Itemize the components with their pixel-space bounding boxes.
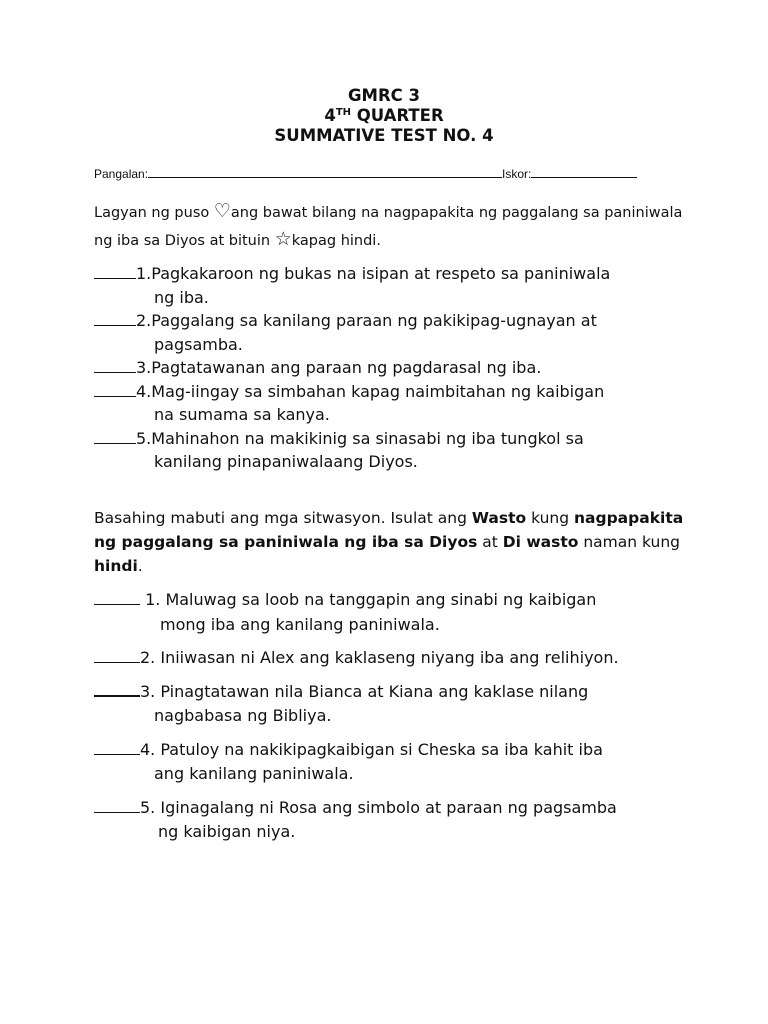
heart-icon: ♡ — [213, 200, 231, 222]
list-item — [94, 646, 694, 671]
quarter-word: QUARTER — [351, 106, 444, 125]
list-item — [94, 380, 694, 427]
worksheet-header — [0, 86, 768, 146]
quarter-number: 4 — [324, 106, 336, 125]
answer-blank[interactable] — [94, 264, 136, 279]
part2-instr-bold: hindi — [94, 557, 138, 575]
item-text: 3.Pagtatawanan ang paraan ng pagdarasal ng iba. — [136, 358, 542, 377]
part2-instr-text: . — [137, 557, 143, 575]
answer-blank[interactable] — [94, 358, 136, 373]
part2-instr-bold: Wasto — [471, 509, 527, 527]
answer-blank[interactable] — [94, 590, 140, 605]
answer-blank[interactable] — [94, 311, 136, 326]
star-icon: ☆ — [274, 228, 292, 250]
part1-instr-text-a: Lagyan ng puso — [94, 205, 214, 221]
item-text: 1.Pagkakaroon ng bukas na isipan at respeto sa paniniwala — [136, 264, 611, 283]
part2-instr-text: kung — [526, 509, 574, 527]
list-item — [94, 680, 694, 729]
name-blank[interactable] — [148, 166, 502, 178]
part2-instr-text: naman kung — [578, 533, 681, 551]
name-label: Pangalan: — [94, 167, 149, 181]
list-item — [94, 356, 694, 380]
answer-blank[interactable] — [94, 681, 140, 697]
list-item — [94, 738, 694, 787]
part2-instr-text: Basahing mabuti ang mga sitwasyon. Isulat ang — [94, 509, 472, 527]
item-text: 2.Paggalang sa kanilang paraan ng pakikipag-ugnayan at — [136, 311, 597, 330]
quarter-superscript: TH — [335, 107, 352, 118]
part2-instr-text: at — [477, 533, 503, 551]
item-text-continued: ng iba. — [154, 287, 209, 307]
answer-blank[interactable] — [94, 382, 136, 397]
item-text: 1. Maluwag sa loob na tanggapin ang sinabi ng kaibigan — [140, 590, 597, 609]
item-text-continued: mong iba ang kanilang paniniwala. — [160, 614, 440, 634]
test-title: SUMMATIVE TEST NO. 4 — [274, 126, 494, 145]
part1-item-list — [94, 262, 694, 474]
list-item — [94, 262, 694, 309]
list-item — [94, 427, 694, 474]
item-text: 4.Mag-iingay sa simbahan kapag naimbitahan ng kaibigan — [136, 381, 605, 401]
part1-instr-text-c: kapag hindi. — [291, 233, 381, 249]
item-text: 5. Iginagalang ni Rosa ang simbolo at paraan ng pagsamba — [140, 797, 617, 817]
score-blank[interactable] — [531, 166, 637, 178]
answer-blank[interactable] — [94, 429, 136, 444]
part2-item-list — [94, 588, 694, 854]
part1-instructions — [94, 198, 694, 254]
item-text: 3. Pinagtatawan nila Bianca at Kiana ang kaklase nilang — [140, 681, 589, 701]
answer-blank[interactable] — [94, 740, 140, 755]
item-text: 5.Mahinahon na makikinig sa sinasabi ng iba tungkol sa — [136, 428, 584, 448]
answer-blank[interactable] — [94, 648, 140, 663]
part1-instr-text-b: ang bawat bilang na nagpapakita ng paggalang sa paniniwala ng iba sa Diyos at bituin — [94, 205, 683, 249]
list-item — [94, 796, 694, 845]
item-text: 2. Iniiwasan ni Alex ang kaklaseng niyang iba ang relihiyon. — [140, 648, 619, 667]
score-label: Iskor: — [502, 167, 532, 181]
subject-title: GMRC 3 — [347, 86, 420, 105]
item-text-continued: na sumama sa kanya. — [154, 405, 330, 424]
item-text-continued: ang kanilang paniniwala. — [154, 764, 354, 783]
list-item — [94, 309, 694, 356]
item-text: 4. Patuloy na nakikipagkaibigan si Cheska sa iba kahit iba — [140, 739, 603, 759]
item-text-continued: pagsamba. — [154, 334, 243, 354]
quarter-title — [0, 106, 768, 126]
answer-blank[interactable] — [94, 798, 140, 813]
item-text-continued: nagbabasa ng Bibliya. — [154, 706, 332, 725]
list-item — [94, 588, 694, 637]
part2-instructions — [94, 506, 684, 578]
part2-instr-bold: nagpapakita ng paggalang sa paniniwala ng iba sa Diyos — [94, 509, 684, 551]
item-text-continued: kanilang pinapaniwalaang Diyos. — [154, 452, 418, 471]
part2-instr-bold: Di wasto — [502, 533, 579, 551]
item-text-continued: ng kaibigan niya. — [158, 822, 296, 841]
name-score-line — [94, 166, 637, 181]
